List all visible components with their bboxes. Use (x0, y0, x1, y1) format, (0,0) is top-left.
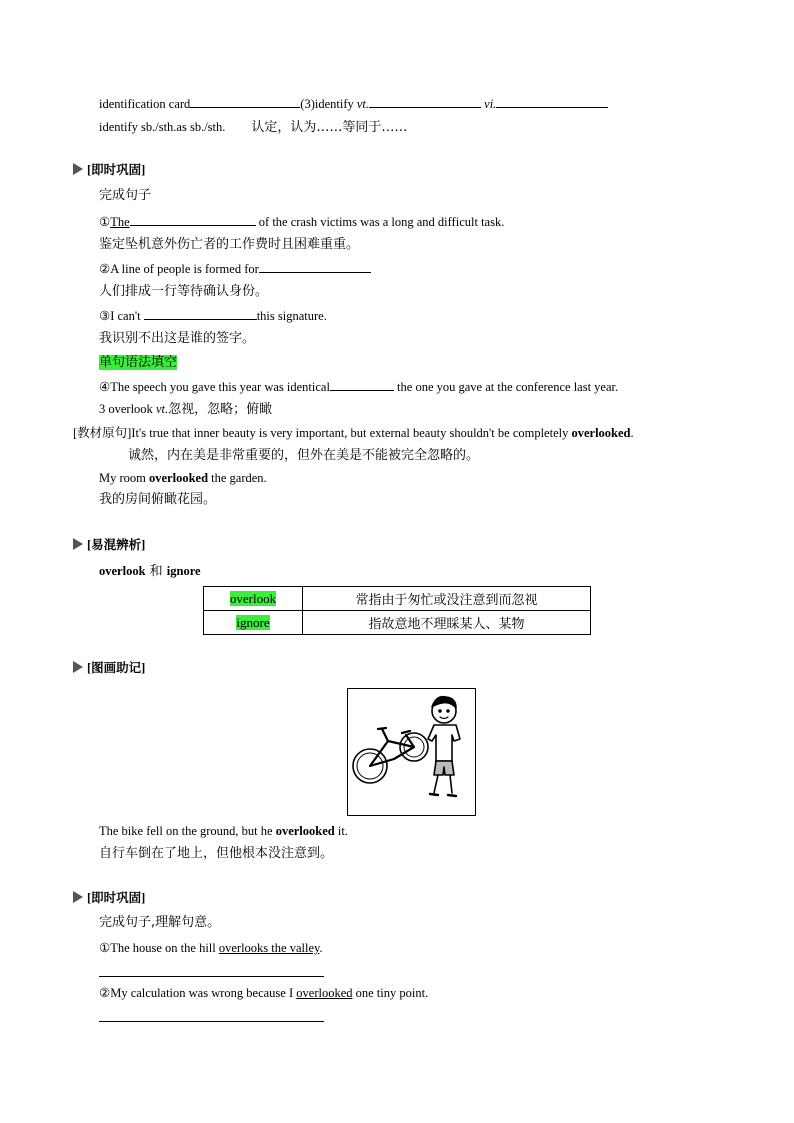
table-cell-word: ignore (204, 611, 303, 635)
table-row (204, 611, 591, 635)
section-title-picture-memo: [图画助记] (73, 659, 145, 677)
blank (496, 94, 608, 108)
answer-blank[interactable] (330, 377, 394, 391)
picture-caption-translation: 自行车倒在了地上，但他根本没注意到。 (99, 846, 334, 861)
identify-forms-line: identification card (3)identify vt. vi. (99, 94, 608, 113)
table-cell-word: overlook (204, 587, 303, 611)
textbook-translation: 诚然，内在美是非常重要的，但外在美是不能被完全忽略的。 (128, 448, 480, 463)
exercise-1: ①The house on the hill overlooks the valley. (99, 941, 323, 955)
example-room-translation: 我的房间俯瞰花园。 (99, 492, 217, 507)
table-cell-meaning: 常指由于匆忙或没注意到而忽视 (303, 587, 591, 611)
task-label: 完成句子 (99, 188, 152, 203)
comparison-heading: overlook 和 ignore (99, 564, 201, 579)
play-triangle-icon (73, 538, 83, 550)
identify-phrase-line: identify sb./sth.as sb./sth. 认定，认为……等同于…… (99, 120, 408, 135)
illustration-boy-and-bike (347, 688, 476, 816)
table-cell-meaning: 指故意地不理睬某人、某物 (303, 611, 591, 635)
picture-caption: The bike fell on the ground, but he overlooked it. (99, 824, 348, 838)
blank (369, 94, 481, 108)
textbook-sentence: [教材原句]It's true that inner beauty is very important, but external beauty shouldn't be completely overlooked. (73, 426, 634, 440)
question-1-translation: 鉴定坠机意外伤亡者的工作费时且困难重重。 (99, 237, 360, 252)
answer-line[interactable] (99, 976, 324, 977)
question-2: ②A line of people is formed for (99, 259, 371, 278)
boy-bike-illustration (348, 689, 475, 815)
question-3-translation: 我识别不出这是谁的签字。 (99, 331, 256, 346)
exercise-2: ②My calculation was wrong because I overlooked one tiny point. (99, 986, 429, 1000)
comparison-table (203, 586, 591, 635)
question-3: ③I can't this signature. (99, 306, 327, 325)
example-room: My room overlooked the garden. (99, 471, 267, 485)
answer-blank[interactable] (130, 212, 256, 226)
answer-blank[interactable] (144, 306, 257, 320)
play-triangle-icon (73, 891, 83, 903)
play-triangle-icon (73, 163, 83, 175)
question-1: ①The of the crash victims was a long and difficult task. (99, 212, 504, 231)
play-triangle-icon (73, 661, 83, 673)
question-2-translation: 人们排成一行等待确认身份。 (99, 284, 269, 299)
table-row (204, 587, 591, 611)
blank (190, 94, 300, 108)
grammar-fill-label: 单句语法填空 (99, 355, 178, 370)
answer-blank[interactable] (259, 259, 371, 273)
task-label-2: 完成句子,理解句意。 (99, 915, 221, 930)
question-4: ④The speech you gave this year was identical the one you gave at the conference last year. (99, 377, 618, 396)
section-title-comparison: [易混辨析] (73, 536, 145, 554)
section-title-practice: [即时巩固] (73, 161, 145, 179)
word-entry-overlook: 3 overlook vt.忽视，忽略；俯瞰 (99, 402, 273, 417)
section-title-practice-2: [即时巩固] (73, 889, 145, 907)
answer-line[interactable] (99, 1021, 324, 1022)
